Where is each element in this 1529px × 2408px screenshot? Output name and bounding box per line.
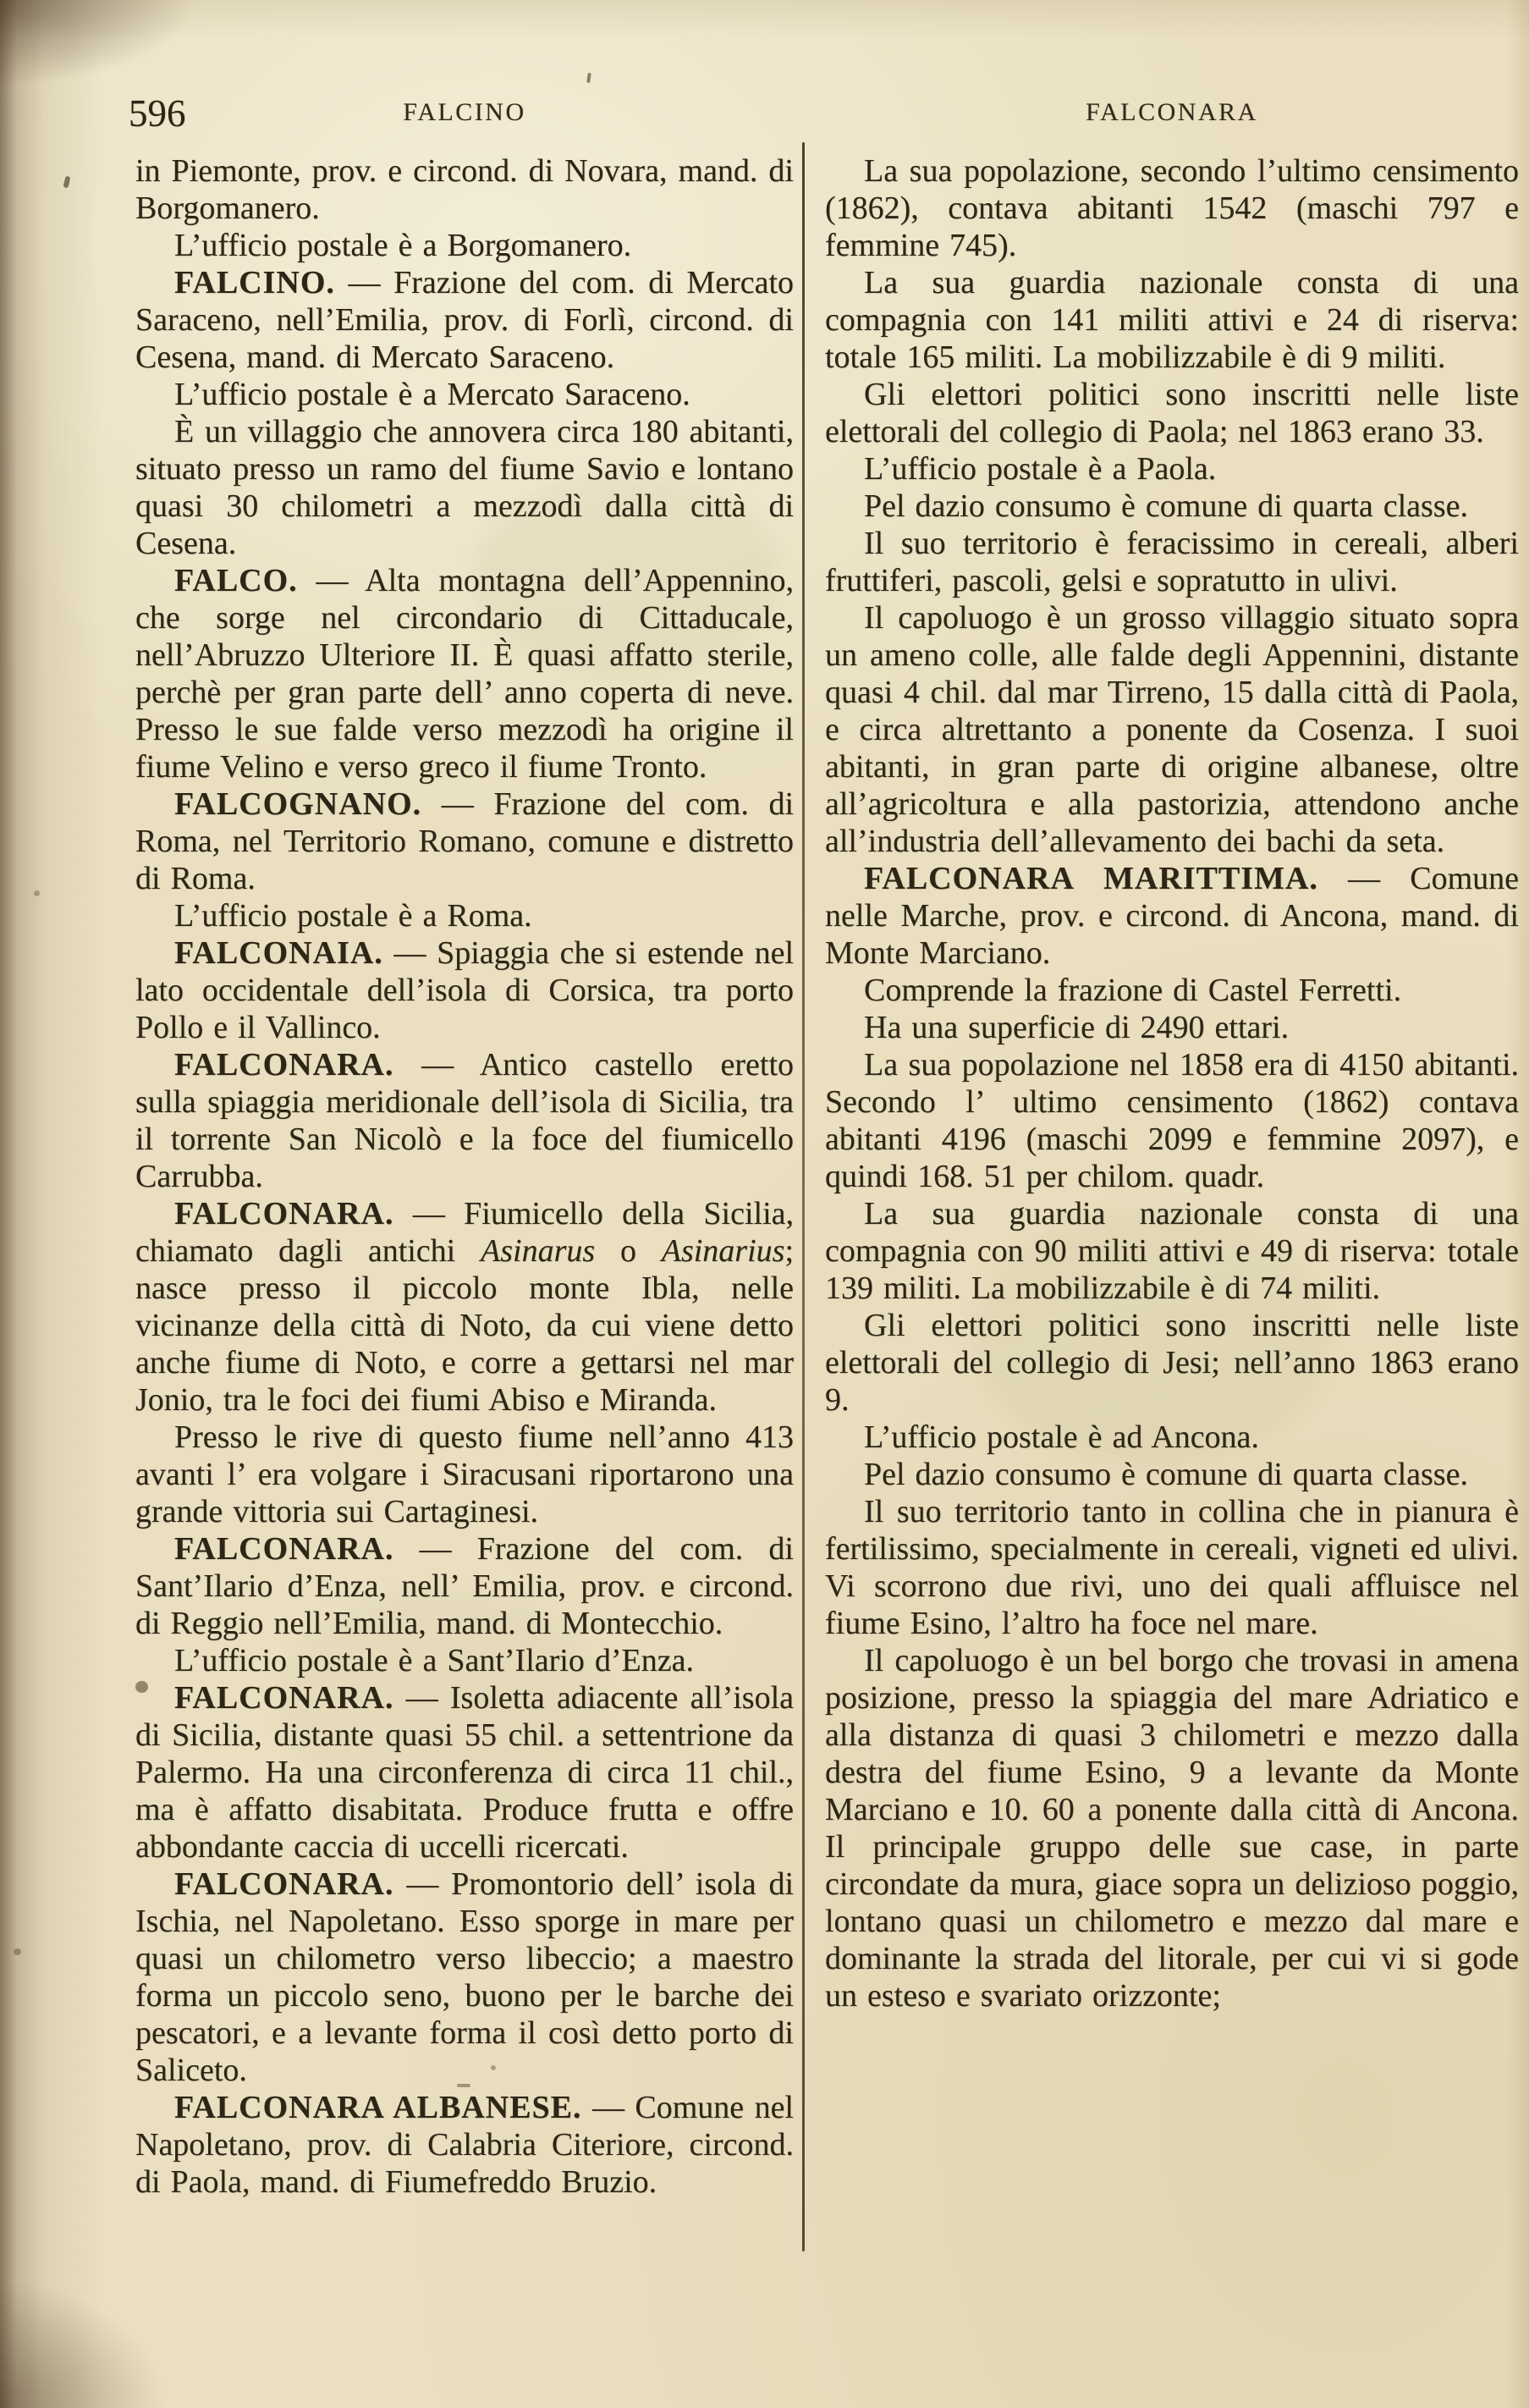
paragraph: Gli elettori politici sono inscritti nelle liste elettorali del collegio di Paola; nel 1863 erano 33. xyxy=(825,377,1519,449)
page-number: 596 xyxy=(129,92,186,135)
entry-paragraph: FALCONARA. — Fiumicello della Sicilia, chiamato dagli antichi Asinarus o Asinarius; nasce presso il piccolo monte Ibla, nelle vicinanze della città di Noto, da cui viene detto anche fiume di Noto, e corre a gettarsi nel mar Jonio, tra le foci dei fiumi Abiso e Miranda. xyxy=(135,1196,794,1418)
entry-paragraph: FALCONARA. — Promontorio dell’ isola di Ischia, nel Napoletano. Esso sporge in mare per quasi un chilometro verso libeccio; a maestro forma un piccolo seno, buono per le barche dei pescatori, e a levante forma il così detto porto di Saliceto. xyxy=(135,1866,794,2088)
entry-paragraph: FALCONARA ALBANESE. — Comune nel Napoletano, prov. di Calabria Citeriore, circond. di Paola, mand. di Fiumefreddo Bruzio. xyxy=(135,2090,794,2200)
latin-name-italic: Asinarius xyxy=(661,1233,785,1269)
ink-speck xyxy=(586,73,591,83)
paragraph: Pel dazio consumo è comune di quarta classe. xyxy=(864,1457,1468,1492)
paragraph: L’ufficio postale è a Borgomanero. xyxy=(174,228,632,263)
entry-paragraph: FALCINO. — Frazione del com. di Mercato Saraceno, nell’Emilia, prov. di Forlì, circond. di Cesena, mand. di Mercato Saraceno. xyxy=(135,265,795,375)
entry-headword: FALCOGNANO. xyxy=(174,786,422,822)
entry-paragraph: FALCONARA. — Antico castello eretto sulla spiaggia meridionale dell’isola di Sicilia, tra il torrente San Nicolò e la foce del fiumicello Carrubba. xyxy=(135,1047,795,1194)
ink-speck xyxy=(14,1948,21,1955)
text-column-left xyxy=(135,152,794,2201)
entry-paragraph: FALCONARA. — Frazione del com. di Sant’Ilario d’Enza, nell’ Emilia, prov. e circond. di Reggio nell’Emilia, mand. di Montecchio. xyxy=(135,1531,794,1641)
entry-headword: FALCONAIA. xyxy=(174,935,383,971)
entry-headword: FALCINO. xyxy=(174,265,335,300)
text-column-right xyxy=(825,152,1519,2014)
entry-paragraph: FALCONARA MARITTIMA. — Comune nelle Marche, prov. e circond. di Ancona, mand. di Monte Marciano. xyxy=(825,861,1519,971)
paragraph: L’ufficio postale è a Mercato Saraceno. xyxy=(174,377,690,412)
ink-speck xyxy=(457,2084,470,2087)
column-divider-rule xyxy=(802,142,805,2251)
paragraph: Pel dazio consumo è comune di quarta classe. xyxy=(864,488,1468,524)
ink-speck xyxy=(34,890,40,896)
paragraph: Il suo territorio è feracissimo in cereali, alberi fruttiferi, pascoli, gelsi e sopratutto in ulivi. xyxy=(825,526,1519,598)
paragraph: Il capoluogo è un bel borgo che trovasi in amena posizione, presso la spiaggia del mare Adriatico e alla distanza di quasi 3 chilometri e mezzo dalla destra del fiume Esino, 9 a levante da Monte Marciano e 10. 60 a ponente dalla città di Ancona. Il principale gruppo delle sue case, in parte circondate da mura, giace sopra un delizioso poggio, lontano quasi un chilometro e mezzo dal mare e dominante la strada del litorale, per cui vi si gode un esteso e svariato orizzonte; xyxy=(825,1643,1519,2014)
paragraph: La sua guardia nazionale consta di una compagnia con 141 militi attivi e 24 di riserva: totale 165 militi. La mobilizzabile è di 9 militi. xyxy=(825,265,1519,375)
latin-name-italic: Asinarus xyxy=(481,1233,596,1269)
paragraph: in Piemonte, prov. e circond. di Novara, mand. di Borgomanero. xyxy=(135,153,794,226)
paragraph: L’ufficio postale è ad Ancona. xyxy=(864,1419,1259,1455)
paragraph: È un villaggio che annovera circa 180 abitanti, situato presso un ramo del fiume Savio e lontano quasi 30 chilometri a mezzodì dalla città di Cesena. xyxy=(135,414,794,561)
entry-headword: FALCONARA. xyxy=(174,1047,394,1083)
entry-headword: FALCONARA. xyxy=(174,1196,394,1232)
paragraph: Il capoluogo è un grosso villaggio situato sopra un ameno colle, alle falde degli Appennini, distante quasi 4 chil. dal mar Tirreno, 15 dalla città di Paola, e circa altrettanto a ponente da Cosenza. I suoi abitanti, in gran parte di origine albanese, oltre all’agricoltura e alla pastorizia, attendono anche all’industria dell’allevamento dei bachi da seta. xyxy=(825,600,1519,859)
paragraph: L’ufficio postale è a Sant’Ilario d’Enza. xyxy=(174,1643,694,1678)
paragraph: La sua popolazione nel 1858 era di 4150 abitanti. Secondo l’ ultimo censimento (1862) contava abitanti 4196 (maschi 2099 e femmine 2097), e quindi 168. 51 per chilom. quadr. xyxy=(825,1047,1519,1194)
entry-paragraph: FALCONAIA. — Spiaggia che si estende nel lato occidentale dell’isola di Corsica, tra porto Pollo e il Vallinco. xyxy=(135,935,795,1045)
entry-headword: FALCONARA. xyxy=(174,1866,394,1902)
paragraph: Il suo territorio tanto in collina che in pianura è fertilissimo, specialmente in cereali, vigneti ed ulivi. Vi scorrono due rivi, uno dei quali affluisce nel fiume Esino, l’altro ha foce nel mare. xyxy=(825,1494,1519,1641)
paragraph: Presso le rive di questo fiume nell’anno 413 avanti l’ era volgare i Siracusani riportarono una grande vittoria sui Cartaginesi. xyxy=(135,1419,794,1529)
entry-headword: FALCONARA. xyxy=(174,1680,394,1716)
paragraph: Comprende la frazione di Castel Ferretti. xyxy=(864,973,1402,1008)
entry-headword: FALCO. xyxy=(174,563,298,598)
paragraph: L’ufficio postale è a Roma. xyxy=(174,898,532,934)
running-head-left: FALCINO xyxy=(403,98,526,126)
paragraph: Ha una superficie di 2490 ettari. xyxy=(864,1010,1290,1045)
paragraph: Gli elettori politici sono inscritti nelle liste elettorali del collegio di Jesi; nell’anno 1863 erano 9. xyxy=(825,1308,1519,1418)
paragraph: La sua popolazione, secondo l’ultimo censimento (1862), contava abitanti 1542 (maschi 797 e femmine 745). xyxy=(825,153,1519,263)
entry-headword: FALCONARA. xyxy=(174,1531,394,1567)
entry-headword: FALCONARA MARITTIMA. xyxy=(864,861,1318,896)
ink-speck xyxy=(135,1681,148,1693)
ink-speck xyxy=(491,2065,496,2070)
entry-paragraph: FALCO. — Alta montagna dell’Appennino, che sorge nel circondario di Cittaducale, nell’Abruzzo Ulteriore II. È quasi affatto sterile, perchè per gran parte dell’ anno coperta di neve. Presso le sue falde verso mezzodì ha origine il fiume Velino e verso greco il fiume Tronto. xyxy=(135,563,794,785)
entry-paragraph: FALCOGNANO. — Frazione del com. di Roma, nel Territorio Romano, comune e distretto di Roma. xyxy=(135,786,794,896)
running-head-right: FALCONARA xyxy=(1086,98,1258,126)
entry-headword: FALCONARA ALBANESE. xyxy=(174,2090,582,2125)
paragraph: L’ufficio postale è a Paola. xyxy=(864,451,1217,487)
entry-paragraph: FALCONARA. — Isoletta adiacente all’isola di Sicilia, distante quasi 55 chil. a settentrione da Palermo. Ha una circonferenza di circa 11 chil., ma è affatto disabitata. Produce frutta e offre abbondante caccia di uccelli ricercati. xyxy=(135,1680,795,1865)
paragraph: La sua guardia nazionale consta di una compagnia con 90 militi attivi e 49 di riserva: totale 139 militi. La mobilizzabile è di 74 militi. xyxy=(825,1196,1519,1306)
ink-speck xyxy=(63,175,70,188)
